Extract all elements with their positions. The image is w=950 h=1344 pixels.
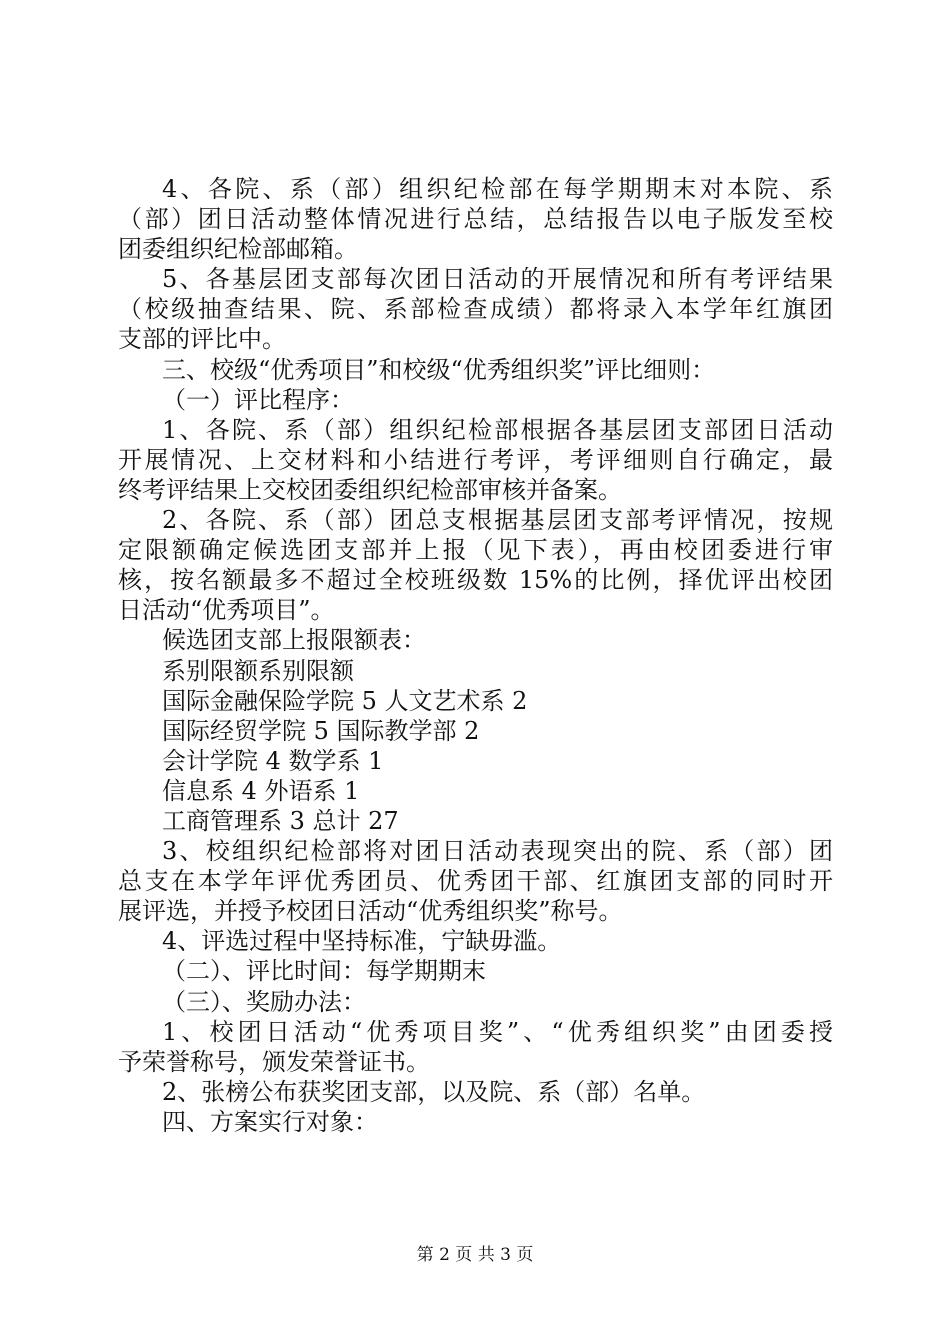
body-text-line: 工商管理系 3 总计 27 [162, 806, 399, 835]
body-text-line: 4、各院、系（部）组织纪检部在每学期期末对本院、系 [162, 175, 833, 203]
body-text-line: （二）、评比时间：每学期期末 [162, 957, 486, 986]
body-text-line: 开展情况、上交材料和小结进行考评，考评细则自行确定，最 [118, 445, 833, 474]
body-text-line: 国际金融保险学院 5 人文艺术系 2 [162, 686, 528, 715]
body-text-line: 5、各基层团支部每次团日活动的开展情况和所有考评结果 [162, 265, 833, 294]
body-text-line: 展评选，并授予校团日活动“优秀组织奖”称号。 [118, 897, 623, 926]
body-text-line: 1、校团日活动“优秀项目奖”、“优秀组织奖”由团委授 [162, 1017, 833, 1046]
body-text-line: （部）团日活动整体情况进行总结，总结报告以电子版发至校 [118, 205, 833, 234]
body-text-line: 总支在本学年评优秀团员、优秀团干部、红旗团支部的同时开 [118, 867, 833, 896]
body-text-line: 4、评选过程中坚持标准，宁缺毋滥。 [162, 927, 562, 956]
body-text-line: 支部的评比中。 [118, 325, 286, 354]
body-text-line: （校级抽查结果、院、系部检查成绩）都将录入本学年红旗团 [118, 295, 833, 324]
page-footer: 第 2 页 共 3 页 [416, 1245, 534, 1265]
body-text-line: 定限额确定候选团支部并上报（见下表），再由校团委进行审 [118, 536, 833, 565]
body-text-line: 终考评结果上交校团委组织纪检部审核并备案。 [118, 475, 622, 504]
body-text-line: 信息系 4 外语系 1 [162, 776, 360, 805]
body-text-line: 团委组织纪检部邮箱。 [118, 235, 358, 264]
body-text-line: 2、各院、系（部）团总支根据基层团支部考评情况，按规 [162, 506, 833, 535]
body-text-line: 会计学院 4 数学系 1 [162, 746, 384, 775]
body-text-line: 2、张榜公布获奖团支部，以及院、系（部）名单。 [162, 1077, 706, 1106]
body-text-line: 三、校级“优秀项目”和校级“优秀组织奖”评比细则： [162, 355, 716, 384]
body-text-line: 国际经贸学院 5 国际教学部 2 [162, 716, 480, 745]
body-text-line: 候选团支部上报限额表： [162, 626, 426, 655]
body-text-line: 3、校组织纪检部将对团日活动表现突出的院、系（部）团 [162, 837, 833, 866]
body-text-line: 1、各院、系（部）组织纪检部根据各基层团支部团日活动 [162, 415, 833, 444]
body-text-line: （一）评比程序： [162, 385, 354, 414]
body-text-line: 四、方案实行对象： [162, 1107, 378, 1136]
body-text-line: 核，按名额最多不超过全校班级数 15%的比例，择优评出校团 [118, 566, 833, 595]
body-text-line: 日活动“优秀项目”。 [118, 596, 335, 625]
document-body [118, 174, 833, 1137]
body-text-line: 系别限额系别限额 [162, 656, 354, 685]
body-text-line: （三）、奖励办法： [162, 987, 366, 1016]
body-text-line: 予荣誉称号，颁发荣誉证书。 [118, 1047, 430, 1076]
